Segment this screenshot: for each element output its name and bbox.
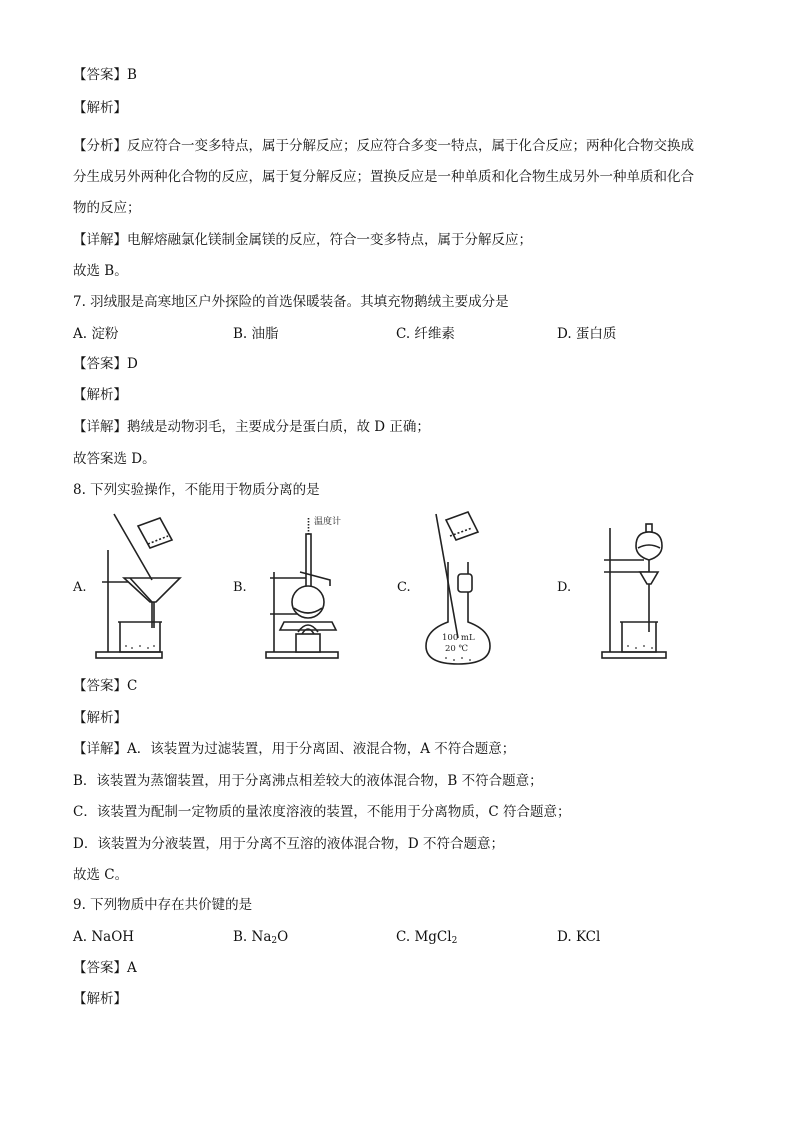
q7-stem: 7. 羽绒服是高寒地区户外探险的首选保暖装备。其填充物鹅绒主要成分是 xyxy=(73,294,509,310)
q7-analysis-head: 【解析】 xyxy=(73,387,127,403)
q7-option-a: A. 淀粉 xyxy=(73,326,119,342)
q8-detail-a: 【详解】A．该装置为过滤装置，用于分离固、液混合物，A 不符合题意； xyxy=(73,741,516,757)
q8-analysis-head: 【解析】 xyxy=(73,710,127,726)
q7-detail: 【详解】鹅绒是动物羽毛，主要成分是蛋白质，故 D 正确； xyxy=(73,419,430,435)
q8-answer: 【答案】C xyxy=(73,678,138,694)
q8-detail-b: B．该装置为蒸馏装置，用于分离沸点相差较大的液体混合物，B 不符合题意； xyxy=(73,773,543,789)
q9-stem: 9. 下列物质中存在共价键的是 xyxy=(73,897,253,913)
q6-analysis-line-1: 【分析】反应符合一变多特点，属于分解反应；反应符合多变一特点，属于化合反应；两种化合物交换成 xyxy=(73,138,694,154)
q6-analysis-line-2: 分生成另外两种化合物的反应，属于复分解反应；置换反应是一种单质和化合物生成另外一种单质和化合 xyxy=(73,169,694,185)
flask-label-capacity: 100 mL xyxy=(442,633,475,643)
filtration-apparatus xyxy=(88,510,188,660)
q7-option-d: D. 蛋白质 xyxy=(557,326,617,342)
q7-answer: 【答案】D xyxy=(73,356,138,372)
q6-analysis-head: 【解析】 xyxy=(73,100,127,116)
thermometer-label: 温度计 xyxy=(314,517,342,527)
q6-answer: 【答案】B xyxy=(73,67,137,83)
separatory-funnel-apparatus xyxy=(598,510,678,665)
q6-conclusion: 故选 B。 xyxy=(73,263,128,279)
figure-label-d: D. xyxy=(557,580,572,595)
figure-label-a: A. xyxy=(73,580,87,595)
q8-conclusion: 故选 C。 xyxy=(73,867,129,883)
q6-analysis-line-3: 物的反应； xyxy=(73,200,141,216)
q8-detail-c: C．该装置为配制一定物质的量浓度溶液的装置，不能用于分离物质，C 符合题意； xyxy=(73,804,571,820)
q8-detail-d: D．该装置为分液装置，用于分离不互溶的液体混合物，D 不符合题意； xyxy=(73,836,504,852)
volumetric-flask-apparatus xyxy=(420,510,500,665)
figure-label-b: B. xyxy=(233,580,247,595)
flask-label-temperature: 20 ℃ xyxy=(445,644,469,654)
figure-label-c: C. xyxy=(397,580,411,595)
q7-conclusion: 故答案选 D。 xyxy=(73,451,156,467)
q9-analysis-head: 【解析】 xyxy=(73,991,127,1007)
q7-option-b: B. 油脂 xyxy=(233,326,279,342)
q9-option-a: A. NaOH xyxy=(73,929,135,945)
q9-option-c: C. MgCl$_2$ xyxy=(396,929,458,946)
q9-option-d: D. KCl xyxy=(557,929,601,945)
q9-answer: 【答案】A xyxy=(73,960,137,976)
q9-option-b: B. $Na_2O$ xyxy=(233,929,289,946)
q7-option-c: C. 纤维素 xyxy=(396,326,455,342)
q6-detail: 【详解】电解熔融氯化镁制金属镁的反应，符合一变多特点，属于分解反应； xyxy=(73,232,532,248)
q8-stem: 8. 下列实验操作，不能用于物质分离的是 xyxy=(73,482,320,498)
distillation-apparatus xyxy=(262,510,362,665)
